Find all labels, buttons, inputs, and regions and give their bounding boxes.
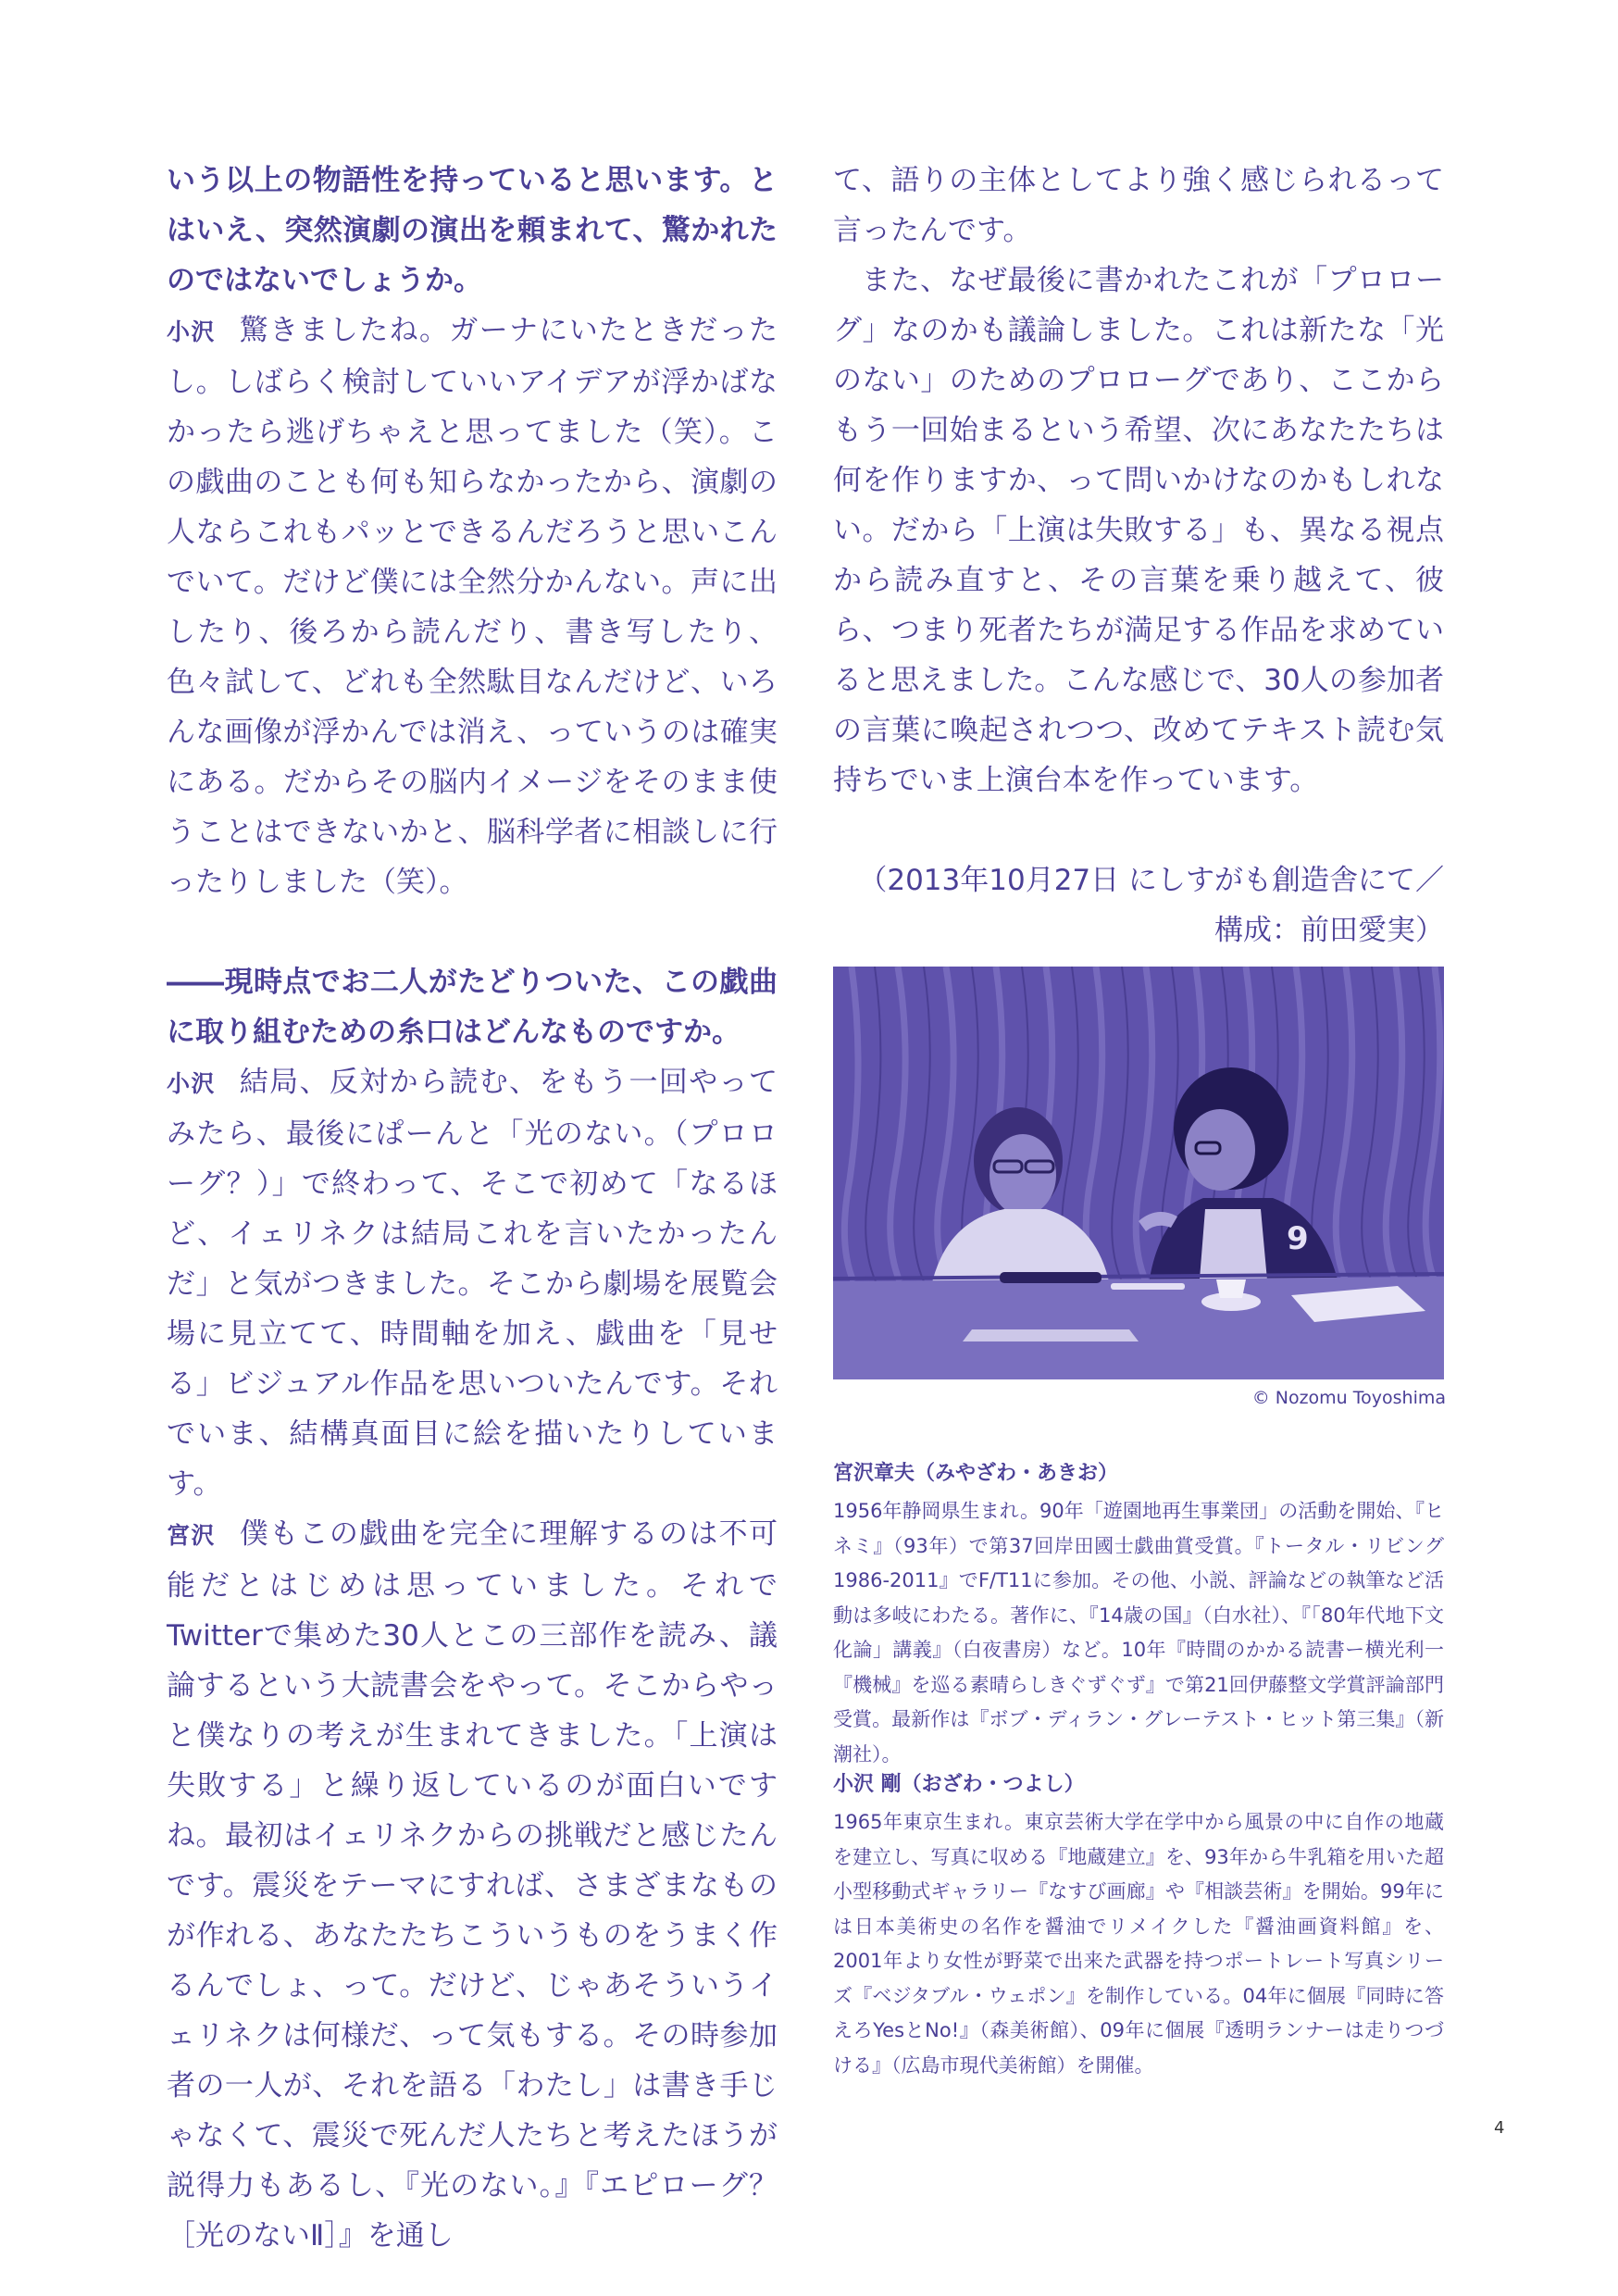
bio-text: 1965年東京生まれ。東京芸術大学在学中から風景の中に自作の地蔵を建立し、写真に収める『地蔵建立』を、93年から牛乳箱を用いた超小型移動式ギャラリー『なすび画廊』や『相談芸術』を開始。99年には日本美術史の名作を醤油でリメイクした『醤油画資料館』を、2001年より女性が野菜で出来た武器を持つポートレート写真シリーズ『ベジタブル・ウェポン』を制作している。04年に個展『同時に答えろYesとNo!』（森美術館）、09年に個展『透明ランナーは走りつづける』（広島市現代美術館）を開催。 (833, 1811, 1444, 2077)
interview-photo (833, 967, 1444, 1379)
interviewer-question-2: ――現時点でお二人がたどりついた、この戯曲に取り組むための糸口はどんなものですか。 (167, 966, 778, 1049)
paragraph-gap (833, 805, 1444, 855)
left-column (167, 156, 778, 2261)
answer-text: 驚きましたね。ガーナにいたときだったし。しばらく検討していいアイデアが浮かばなかったら逃げちゃえと思ってました（笑）。この戯曲のことも何も知らなかったから、演劇の人ならこれもパッとできるんだろうと思いこんでいて。だけど僕には全然分かんない。声に出したり、後ろから読んだり、書き写したり、色々試して、どれも全然駄目なんだけど、いろんな画像が浮かんでは消え、っていうのは確実にある。だからその脳内イメージをそのまま使うことはできないかと、脳科学者に相談しに行ったりしました（笑）。 (167, 314, 778, 899)
answer-text: 結局、反対から読む、をもう一回やってみたら、最後にぱーんと「光のない。（プロローグ？）」で終わって、そこで初めて「なるほど、イェリネクは結局これを言いたかったんだ」と気がつきました。そこから劇場を展覧会場に見立てて、時間軸を加え、戯曲を「見せる」ビジュアル作品を思いついたんです。それでいま、結構真面目に絵を描いたりしています。 (167, 1066, 778, 1501)
bio-name: 小沢 剛（おざわ・つよし） (833, 1773, 1085, 1796)
answer-text: 僕もこの戯曲を完全に理解するのは不可能だとはじめは思っていました。それでTwitterで集めた30人とこの三部作を読み、議論するという大読書会をやって。そこからやっと僕なりの考えが生まれてきました。「上演は失敗する」と繰り返しているのが面白いですね。最初はイェリネクからの挑戦だと感じたんです。震災をテーマにすれば、さまざまなものが作れる、あなたたちこういうものをうまく作るんでしょ、って。だけど、じゃあそういうイェリネクは何様だ、って気もする。その時参加者の一人が、それを語る「わたし」は書き手じゃなくて、震災で死んだ人たちと考えたほうが説得力もあるし、『光のない。』『エピローグ？［光のないⅡ］』を通し (167, 1517, 778, 2252)
speaker-label: 小沢 (167, 1070, 216, 1097)
answer-paragraph: また、なぜ最後に書かれたこれが「プロローグ」なのかも議論しました。これは新たな「光のない」のためのプロローグであり、ここからもう一回始まるという希望、次にあなたたちは何を作りますか、って問いかけなのかもしれない。だから「上演は失敗する」も、異なる視点から読み直すと、その言葉を乗り越えて、彼ら、つまり死者たちが満足する作品を求めていると思えました。こんな感じで、30人の参加者の言葉に喚起されつつ、改めてテキスト読む気持ちでいま上演台本を作っています。 (833, 264, 1444, 797)
interview-credit-line-1: （2013年10月27日 にしすがも創造舎にて／ (858, 864, 1444, 897)
bio-ozawa (833, 1768, 1444, 2083)
photo-credit: © Nozomu Toyoshima (1251, 1388, 1446, 1408)
speaker-label: 小沢 (167, 318, 216, 345)
right-column (833, 156, 1444, 955)
answer-continuation: て、語りの主体としてより強く感じられるって言ったんです。 (833, 164, 1444, 247)
svg-text:9: 9 (1287, 1220, 1309, 1257)
interview-photo-illustration (833, 967, 1444, 1379)
bio-name: 宮沢章夫（みやざわ・あきお） (833, 1462, 1119, 1485)
interviewer-question-1: いう以上の物語性を持っていると思います。とはいえ、突然演劇の演出を頼まれて、驚かれたのではないでしょうか。 (167, 164, 778, 297)
answer-ozawa-2 (167, 1057, 778, 1509)
page-number: 4 (1494, 2118, 1505, 2138)
speaker-label: 宮沢 (167, 1522, 216, 1549)
interview-credit-line-2: 構成：前田愛実） (1214, 914, 1444, 947)
bio-text: 1956年静岡県生まれ。90年「遊園地再生事業団」の活動を開始、『ヒネミ』（93年）で第37回岸田國士戯曲賞受賞。『トータル・リビング 1986-2011』でF/T11に参加。その他、小説、評論などの執筆など活動は多岐にわたる。著作に、『14歳の国』（白水社）、『「80年代地下文化論」講義』（白夜書房）など。10年『時間のかかる読書ー横光利一『機械』を巡る素晴らしきぐずぐず』で第21回伊藤整文学賞評論部門受賞。最新作は『ボブ・ディラン・グレーテスト・ヒット第三集』（新潮社）。 (833, 1500, 1444, 1766)
answer-miyazawa (167, 1509, 778, 2261)
answer-ozawa-1 (167, 306, 778, 907)
paragraph-gap (167, 907, 778, 957)
bio-miyazawa (833, 1457, 1444, 1772)
